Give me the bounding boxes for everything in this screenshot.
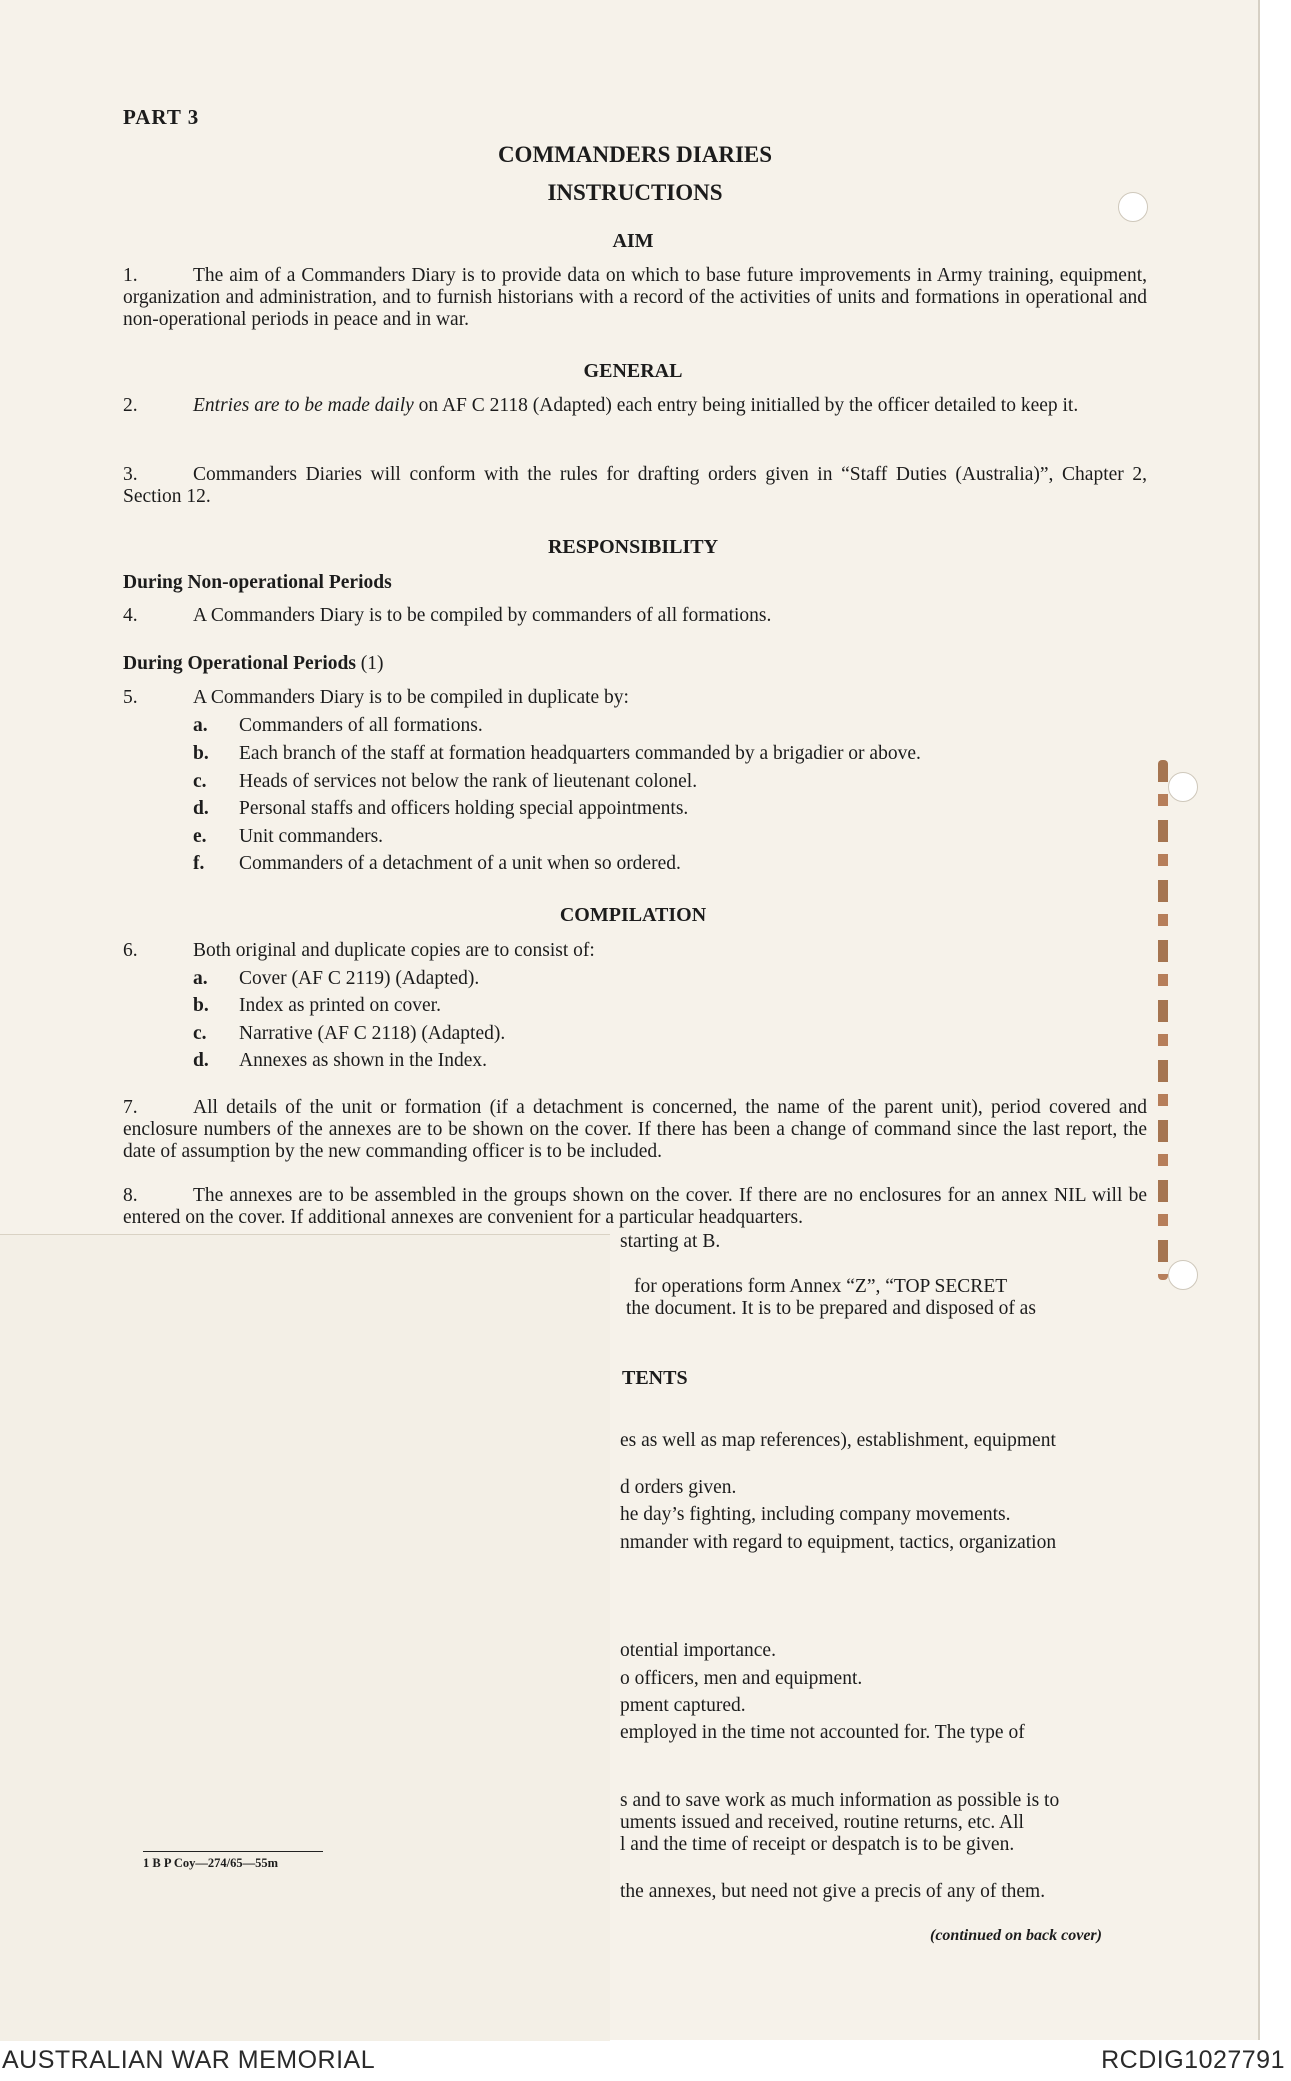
- list-text: Commanders of all formations.: [239, 715, 483, 736]
- text-fragment: d orders given.: [620, 1477, 737, 1498]
- paragraph-2: [123, 395, 1147, 417]
- paragraph-emphasis: Entries are to be made daily: [193, 395, 414, 416]
- list-item: [193, 743, 921, 765]
- section-heading-compilation: COMPILATION: [559, 904, 707, 926]
- text-fragment: es as well as map references), establishment, equipment: [620, 1430, 1056, 1451]
- list-letter: c.: [193, 1023, 207, 1044]
- list-letter: b.: [193, 995, 209, 1016]
- paragraph-text: The aim of a Commanders Diary is to provide data on which to base future improvements in Army training, equipment, organization and administration, and to furnish historians with a record of the activities of units and formations in operational and non-operational periods in peace and in war.: [123, 265, 1147, 330]
- printer-imprint: 1 B P Coy—274/65—55m: [143, 1856, 279, 1870]
- subheading-text: During Operational Periods: [123, 653, 356, 674]
- paragraph-text: A Commanders Diary is to be compiled in duplicate by:: [193, 687, 629, 708]
- text-fragment: s and to save work as much information as possible is to: [620, 1790, 1060, 1811]
- paragraph-number: 2.: [123, 395, 138, 416]
- divider: [143, 1851, 323, 1852]
- list-letter: a.: [193, 715, 208, 736]
- paragraph-8: [123, 1185, 1147, 1229]
- list-item: [193, 798, 688, 820]
- list-text: Index as printed on cover.: [239, 995, 441, 1016]
- list-letter: a.: [193, 968, 208, 989]
- subheading-non-operational: During Non-operational Periods: [123, 572, 392, 593]
- paragraph-text: The annexes are to be assembled in the groups shown on the cover. If there are no enclosures for an annex NIL will be entered on the cover. If additional annexes are convenient for a particular headquarters.: [123, 1185, 1147, 1228]
- list-letter: f.: [193, 853, 205, 874]
- section-heading-general: GENERAL: [583, 360, 683, 382]
- section-heading-aim: AIM: [612, 230, 654, 252]
- text-fragment: employed in the time not accounted for. The type of: [620, 1722, 1025, 1743]
- document-title: COMMANDERS DIARIES: [497, 142, 773, 167]
- footer-archive-name: AUSTRALIAN WAR MEMORIAL: [2, 2046, 376, 2074]
- text-fragment: the document. It is to be prepared and disposed of as: [626, 1298, 1036, 1319]
- list-text: Unit commanders.: [239, 826, 384, 847]
- paragraph-number: 7.: [123, 1097, 138, 1118]
- subheading-note: (1): [355, 653, 384, 674]
- paragraph-text: All details of the unit or formation (if a detachment is concerned, the name of the parent unit), period covered and enclosure numbers of the annexes are to be shown on the cover. If there has been a change of command since the last report, the date of assumption by the new commanding officer is to be included.: [123, 1097, 1147, 1162]
- subheading-operational: [123, 653, 384, 675]
- list-text: Cover (AF C 2119) (Adapted).: [239, 968, 480, 989]
- text-fragment: the annexes, but need not give a precis of any of them.: [620, 1881, 1046, 1902]
- text-fragment: starting at B.: [620, 1231, 721, 1252]
- list-item: [193, 995, 441, 1017]
- rust-stain: [1158, 760, 1168, 1280]
- paragraph-text: Both original and duplicate copies are to consist of:: [193, 940, 595, 961]
- list-item: [193, 826, 383, 848]
- paragraph-number: 4.: [123, 605, 138, 626]
- paragraph-3: [123, 464, 1147, 508]
- text-fragment: nmander with regard to equipment, tactics, organization: [620, 1532, 1057, 1553]
- footer-record-id: RCDIG1027791: [1101, 2046, 1285, 2074]
- text-fragment: otential importance.: [620, 1640, 776, 1661]
- list-item: [193, 715, 483, 737]
- paragraph-number: 1.: [123, 265, 138, 286]
- list-item: [193, 1050, 487, 1072]
- list-letter: d.: [193, 1050, 209, 1071]
- punch-hole: [1168, 1260, 1198, 1290]
- list-letter: b.: [193, 743, 209, 764]
- section-heading-responsibility: RESPONSIBILITY: [547, 536, 719, 558]
- list-text: Each branch of the staff at formation headquarters commanded by a brigadier or above.: [239, 743, 921, 764]
- text-fragment: for operations form Annex “Z”, “TOP SECRET: [634, 1276, 1008, 1297]
- paragraph-4: [123, 605, 1147, 627]
- paragraph-5: [123, 687, 1147, 709]
- list-letter: c.: [193, 771, 207, 792]
- text-fragment: TENTS: [622, 1367, 688, 1389]
- list-letter: d.: [193, 798, 209, 819]
- paragraph-number: 6.: [123, 940, 138, 961]
- paragraph-number: 3.: [123, 464, 138, 485]
- list-text: Heads of services not below the rank of lieutenant colonel.: [239, 771, 698, 792]
- list-item: [193, 771, 697, 793]
- text-fragment: o officers, men and equipment.: [620, 1668, 863, 1689]
- text-fragment: he day’s fighting, including company movements.: [620, 1504, 1011, 1525]
- paragraph-1: [123, 265, 1147, 331]
- continued-note: (continued on back cover): [930, 1927, 1102, 1944]
- list-text: Annexes as shown in the Index.: [239, 1050, 488, 1071]
- punch-hole: [1168, 772, 1198, 802]
- text-fragment: pment captured.: [620, 1695, 746, 1716]
- text-fragment: l and the time of receipt or despatch is to be given.: [620, 1834, 1015, 1855]
- paragraph-6: [123, 940, 1147, 962]
- paragraph-text: on AF C 2118 (Adapted) each entry being initialled by the officer detailed to keep it.: [413, 395, 1079, 416]
- list-item: [193, 968, 479, 990]
- list-text: Commanders of a detachment of a unit when so ordered.: [239, 853, 681, 874]
- document-subtitle: INSTRUCTIONS: [547, 180, 723, 205]
- paragraph-7: [123, 1097, 1147, 1163]
- list-item: [193, 1023, 505, 1045]
- list-letter: e.: [193, 826, 207, 847]
- list-text: Narrative (AF C 2118) (Adapted).: [239, 1023, 506, 1044]
- paragraph-number: 8.: [123, 1185, 138, 1206]
- paragraph-number: 5.: [123, 687, 138, 708]
- paragraph-text: A Commanders Diary is to be compiled by commanders of all formations.: [193, 605, 772, 626]
- overlapping-sheet: [0, 1234, 610, 2041]
- list-item: [193, 853, 681, 875]
- part-label: PART 3: [123, 105, 200, 129]
- paragraph-text: Commanders Diaries will conform with the rules for drafting orders given in “Staff Duties (Australia)”, Chapter 2, Section 12.: [123, 464, 1147, 507]
- text-fragment: uments issued and received, routine returns, etc. All: [620, 1812, 1024, 1833]
- list-text: Personal staffs and officers holding special appointments.: [239, 798, 689, 819]
